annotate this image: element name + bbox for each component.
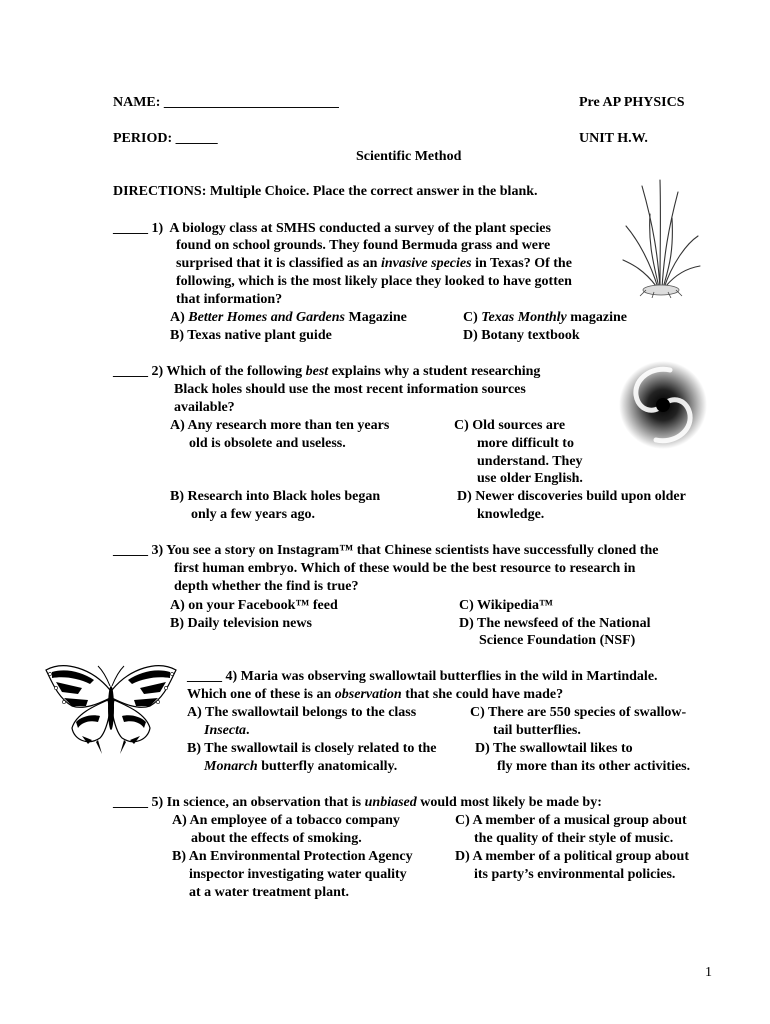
question-5-option-c-line-1: C) A member of a musical group about <box>455 813 687 828</box>
question-3-option-d-line-2: Science Foundation (NSF) <box>479 633 636 648</box>
question-2-option-a-line-2: old is obsolete and useless. <box>189 436 346 451</box>
question-5-option-a-line-2: about the effects of smoking. <box>191 831 362 846</box>
question-2-option-a-line-1: A) Any research more than ten years <box>170 418 390 433</box>
question-3-option-d-line-1: D) The newsfeed of the National <box>459 616 651 631</box>
question-1-stem-line-5: that information? <box>176 292 283 307</box>
question-2-option-d-line-2: knowledge. <box>477 507 545 522</box>
question-3-option-b: B) Daily television news <box>170 616 312 631</box>
question-4-option-a-line-2: Insecta. <box>204 723 250 738</box>
question-5-option-b-line-1: B) An Environmental Protection Agency <box>172 849 413 864</box>
question-1-stem-line-4: following, which is the most likely place they looked to have gotten <box>176 274 572 289</box>
unit-title: UNIT H.W. <box>579 131 648 146</box>
question-3-stem-line-3: depth whether the find is true? <box>174 579 359 594</box>
question-5-option-c-line-2: the quality of their style of music. <box>474 831 674 846</box>
grass-plant-illustration <box>620 178 702 298</box>
question-4-stem-line-1: _____ 4) Maria was observing swallowtail butterflies in the wild in Martindale. <box>187 669 658 684</box>
question-5-option-d-line-1: D) A member of a political group about <box>455 849 689 864</box>
page-number: 1 <box>705 965 712 980</box>
question-2-option-c-line-2: more difficult to <box>477 436 574 451</box>
question-1-option-a: A) Better Homes and Gardens Magazine <box>170 310 407 325</box>
question-4-option-d-line-2: fly more than its other activities. <box>497 759 691 774</box>
question-2-stem-line-3: available? <box>174 400 235 415</box>
question-2-option-d-line-1: D) Newer discoveries build upon older <box>457 489 686 504</box>
question-4-option-b-line-1: B) The swallowtail is closely related to the <box>187 741 437 756</box>
question-2-option-b-line-1: B) Research into Black holes began <box>170 489 381 504</box>
question-4-option-c-line-1: C) There are 550 species of swallow- <box>470 705 687 720</box>
question-3-stem-line-2: first human embryo. Which of these would be the best resource to research in <box>174 561 636 576</box>
period-field-label: PERIOD: ______ <box>113 131 218 146</box>
question-1-option-c: C) Texas Monthly magazine <box>463 310 627 325</box>
question-4-option-a-line-1: A) The swallowtail belongs to the class <box>187 705 417 720</box>
question-4-option-c-line-2: tail butterflies. <box>493 723 581 738</box>
question-2-stem-line-1: _____ 2) Which of the following best explains why a student researching <box>113 364 541 379</box>
question-3-option-a: A) on your Facebook™ feed <box>170 598 338 613</box>
question-4-option-b-line-2: Monarch butterfly anatomically. <box>204 759 398 774</box>
question-3-option-c: C) Wikipedia™ <box>459 598 554 613</box>
question-1-stem-line-3: surprised that it is classified as an invasive species in Texas? Of the <box>176 256 572 271</box>
question-3-stem-line-1: _____ 3) You see a story on Instagram™ that Chinese scientists have successfully cloned the <box>113 543 659 558</box>
name-field-label: NAME: _________________________ <box>113 95 339 110</box>
question-2-stem-line-2: Black holes should use the most recent information sources <box>174 382 526 397</box>
question-4-option-d-line-1: D) The swallowtail likes to <box>475 741 633 756</box>
question-2-option-c-line-3: understand. They <box>477 454 583 469</box>
question-4-stem-line-2: Which one of these is an observation that she could have made? <box>187 687 564 702</box>
question-2-option-c-line-1: C) Old sources are <box>454 418 566 433</box>
question-1-stem-line-2: found on school grounds. They found Bermuda grass and were <box>176 238 551 253</box>
question-1-stem-line-1: _____ 1) A biology class at SMHS conducted a survey of the plant species <box>113 221 551 236</box>
question-5-option-a-line-1: A) An employee of a tobacco company <box>172 813 400 828</box>
question-2-option-c-line-4: use older English. <box>477 471 583 486</box>
swallowtail-butterfly-illustration <box>42 658 180 758</box>
question-2-option-b-line-2: only a few years ago. <box>191 507 316 522</box>
question-5-stem-line-1: _____ 5) In science, an observation that is unbiased would most likely be made by: <box>113 795 602 810</box>
course-title: Pre AP PHYSICS <box>579 95 685 110</box>
black-hole-spiral-illustration <box>618 360 708 450</box>
question-5-option-b-line-3: at a water treatment plant. <box>189 885 350 900</box>
directions: DIRECTIONS: Multiple Choice. Place the correct answer in the blank. <box>113 184 538 199</box>
question-1-option-b: B) Texas native plant guide <box>170 328 332 343</box>
worksheet-subtitle: Scientific Method <box>356 149 462 164</box>
question-5-option-b-line-2: inspector investigating water quality <box>189 867 407 882</box>
question-1-option-d: D) Botany textbook <box>463 328 580 343</box>
question-5-option-d-line-2: its party’s environmental policies. <box>474 867 676 882</box>
